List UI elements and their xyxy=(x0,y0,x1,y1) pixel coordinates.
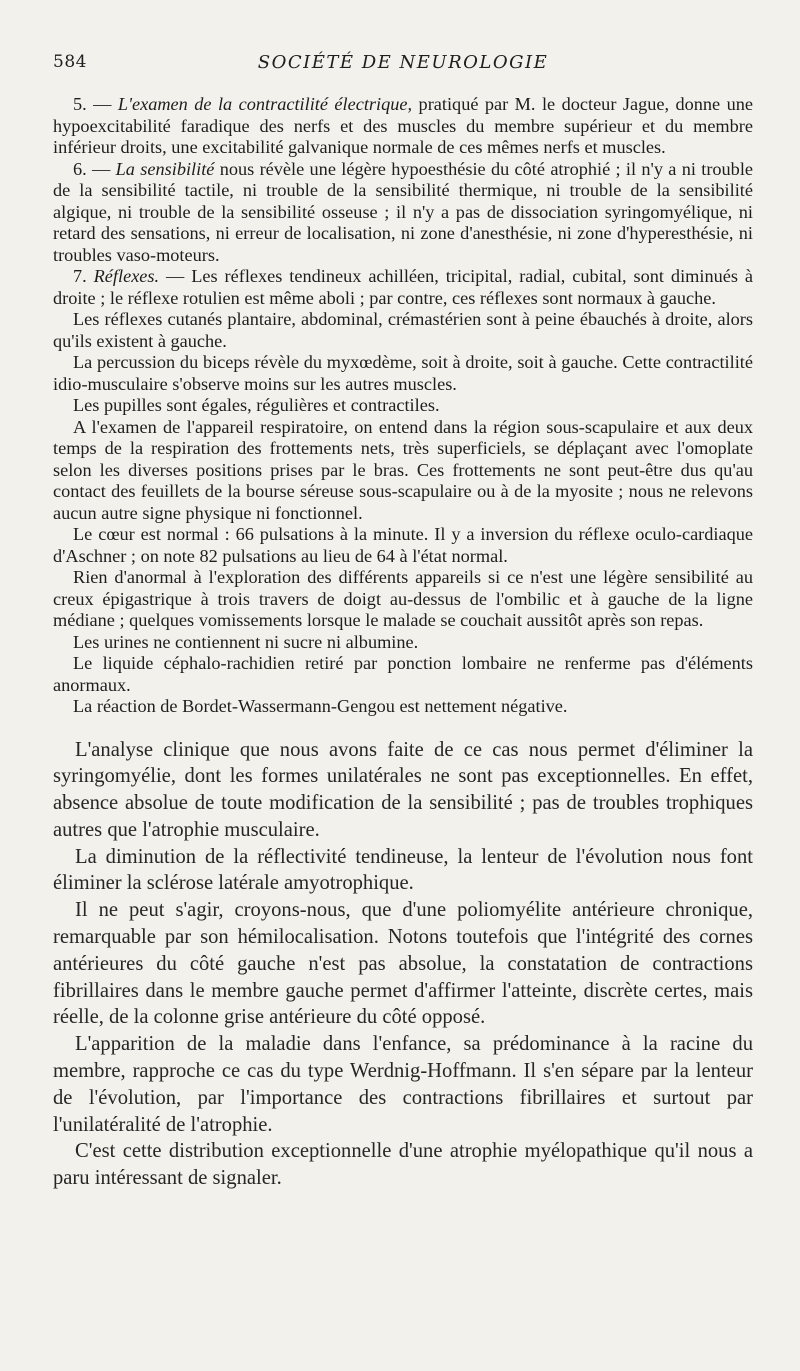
discussion-paragraph: Il ne peut s'agir, croyons-nous, que d'une poliomyélite antérieure chronique, remarquable par son hémilocalisation. Notons toutefois que l'intégrité des cornes antérieures du côté gauche n'est pas absolue, la constatation de contractions fibrillaires dans le membre gauche permet d'affirmer l'atteinte, discrète certes, mais réelle, de la colonne grise antérieure du côté opposé. xyxy=(53,899,753,1029)
finding-paragraph: Le cœur est normal : 66 pulsations à la minute. Il y a inversion du réflexe oculo-cardiaque d'Aschner ; on note 82 pulsations au lieu de 64 à l'état normal. xyxy=(53,524,753,566)
finding-paragraph: A l'examen de l'appareil respiratoire, on entend dans la région sous-scapulaire et aux deux temps de la respiration des frottements nets, très superficiels, se déplaçant avec l'omoplate selon les diverses positions prises par le bras. Ces frottements ne sont peut-être dus qu'au contact des feuillets de la bourse séreuse sous-scapulaire ou à de la myosite ; nous ne relevons aucun autre signe physique ni fonctionnel. xyxy=(53,416,753,523)
finding-paragraph: Les réflexes cutanés plantaire, abdominal, crémastérien sont à peine ébauchés à droite, alors qu'ils existent à gauche. xyxy=(53,309,753,351)
finding-paragraph-5: 5. — L'examen de la contractilité électrique, pratiqué par M. le docteur Jague, donne une hypoexcitabilité faradique des nerfs et des muscles du membre supérieur et du membre inférieur droits, une excitabilité galvanique normale de ces mêmes nerfs et muscles. xyxy=(53,94,754,157)
running-title: SOCIÉTÉ DE NEUROLOGIE xyxy=(257,52,549,73)
finding-paragraph: Les pupilles sont égales, régulières et contractiles. xyxy=(73,395,440,415)
discussion-paragraph: La diminution de la réflectivité tendineuse, la lenteur de l'évolution nous font éliminer la sclérose latérale amyotrophique. xyxy=(53,845,753,895)
finding-paragraph: La réaction de Bordet-Wassermann-Gengou est nettement négative. xyxy=(73,696,568,716)
finding-paragraph-6: 6. — La sensibilité nous révèle une légère hypoesthésie du côté atrophié ; il n'y a ni trouble de la sensibilité tactile, ni trouble de la sensibilité thermique, ni trouble de la sensibilité algique, ni trouble de la sensibilité osseuse ; il n'y a pas de dissociation syringomyélique, ni retard des sensations, ni erreur de localisation, ni zone d'anesthésie, ni zone d'hyperesthésie, ni troubles vaso-moteurs. xyxy=(53,158,754,265)
finding-paragraph-7: 7. Réflexes. — Les réflexes tendineux achilléen, tricipital, radial, cubital, sont diminués à droite ; le réflexe rotulien est même aboli ; par contre, ces réflexes sont normaux à gauche. xyxy=(53,266,753,308)
discussion-paragraph: C'est cette distribution exceptionnelle d'une atrophie myélopathique qu'il nous a paru intéressant de signaler. xyxy=(53,1140,753,1190)
finding-paragraph: Rien d'anormal à l'exploration des différents appareils si ce n'est une légère sensibilité au creux épigastrique à trois travers de doigt au-dessus de l'ombilic et à gauche de la ligne médiane ; quelques vomissements lorsque le malade se couchait aussitôt après son repas. xyxy=(53,567,753,630)
discussion xyxy=(53,737,753,1193)
finding-paragraph: Les urines ne contiennent ni sucre ni albumine. xyxy=(73,631,419,652)
finding-paragraph: Le liquide céphalo-rachidien retiré par ponction lombaire ne renferme pas d'éléments anormaux. xyxy=(53,653,753,695)
page xyxy=(53,0,753,1192)
discussion-paragraph: L'apparition de la maladie dans l'enfance, sa prédominance à la racine du membre, rapproche ce cas du type Werdnig-Hoffmann. Il s'en sépare par la lenteur de l'évolution, par l'importance des contractions fibrillaires et surtout par l'unilatéralité de l'atrophie. xyxy=(53,1033,753,1136)
discussion-paragraph: L'analyse clinique que nous avons faite de ce cas nous permet d'éliminer la syringomyélie, dont les formes unilatérales ne sont pas exceptionnelles. En effet, absence absolue de toute modification de la sensibilité ; pas de troubles trophiques autres que l'atrophie musculaire. xyxy=(53,738,753,841)
page-number: 584 xyxy=(53,52,87,72)
page-header xyxy=(53,52,753,92)
finding-paragraph: La percussion du biceps révèle du myxœdème, soit à droite, soit à gauche. Cette contractilité idio-musculaire s'observe moins sur les autres muscles. xyxy=(53,352,753,394)
case-findings xyxy=(53,94,753,718)
